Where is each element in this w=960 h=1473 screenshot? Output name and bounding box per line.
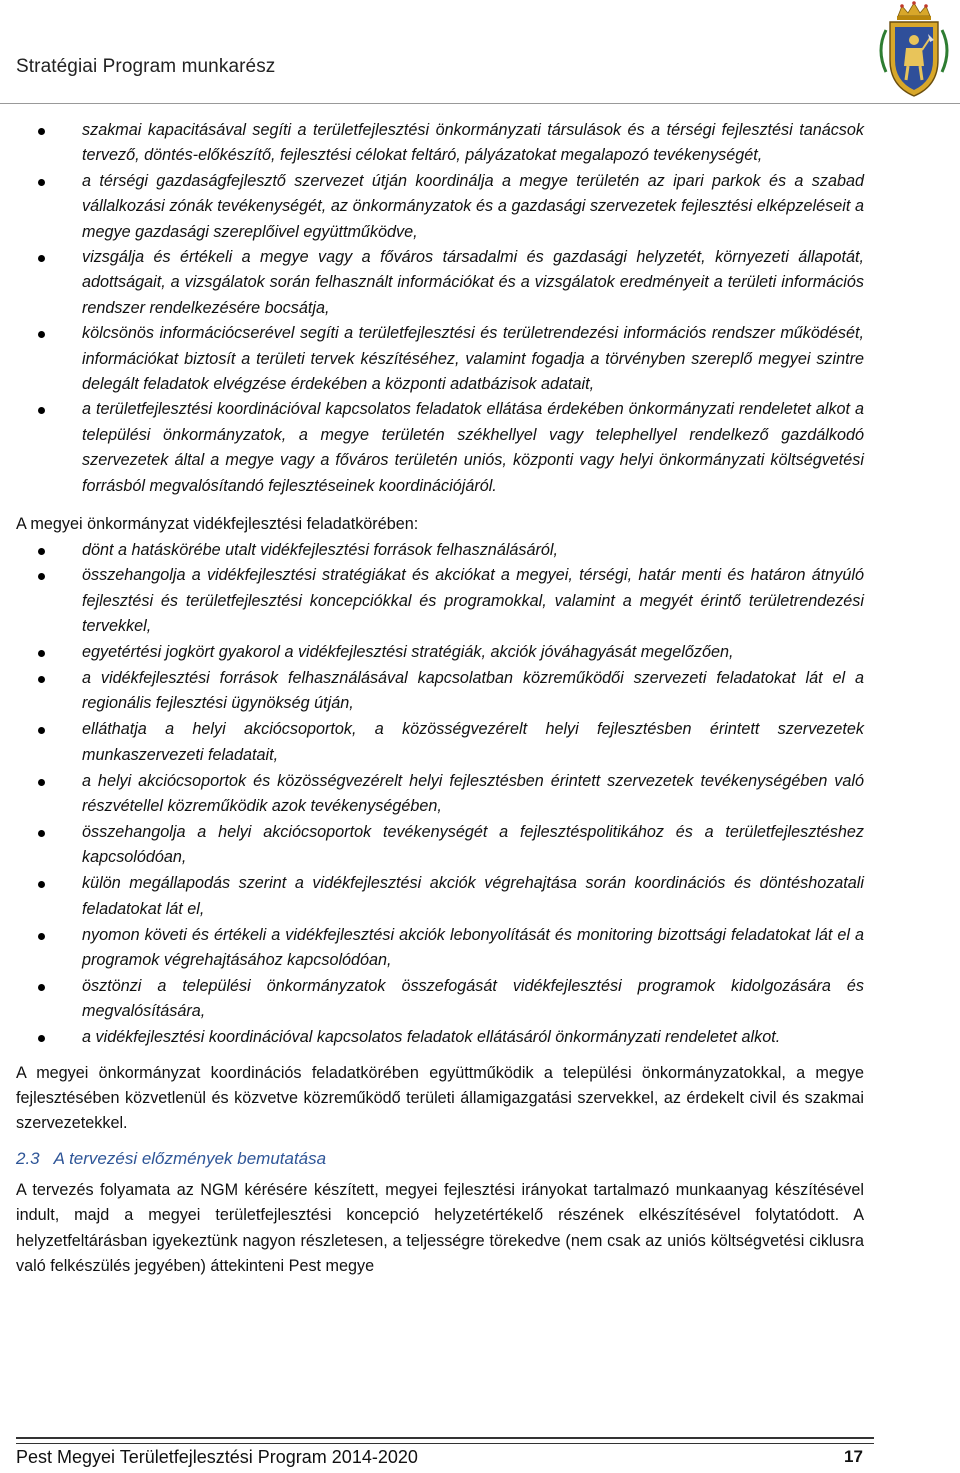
bullet-icon <box>38 548 45 555</box>
list-item: a vidékfejlesztési források felhasználásával kapcsolatban közreműködői szervezeti feladatokat lát el a regionális fejlesztési ügynökség útján, <box>16 666 864 717</box>
header-title: Stratégiai Program munkarész <box>16 56 276 77</box>
page-body <box>16 118 864 1279</box>
bullet-icon <box>38 727 45 734</box>
footer-divider <box>16 1437 874 1444</box>
list-item: dönt a hatáskörébe utalt vidékfejlesztési források felhasználásáról, <box>16 538 864 563</box>
list-item: kölcsönös információcserével segíti a területfejlesztési és területrendezési információs rendszer működését, információkat biztosít a területi tervek készítéséhez, valamint fogadja a törvényben szereplő megyei szintre delegált feladatok elvégzése érdekében a központi adatbázisok adatait, <box>16 321 864 397</box>
list-item: a térségi gazdaságfejlesztő szervezet útján koordinálja a megye területén az ipari parkok és a szabad vállalkozási zónák tevékenységét, az önkormányzatok és a gazdasági szervezetek fejlesztési elképzeléseit a megye gazdasági szereplőivel együttműködve, <box>16 169 864 245</box>
rural-intro-paragraph: A megyei önkormányzat vidékfejlesztési feladatkörében: <box>16 515 419 534</box>
page-number: 17 <box>844 1447 863 1466</box>
coordination-paragraph: A megyei önkormányzat koordinációs feladatkörében együttműködik a települési önkormányzatokkal, a megye fejlesztésében közvetlenül és közvetve közreműködő területi államigazgatási szervekkel, az érdekelt civil és szakmai szervezetekkel. <box>16 1063 864 1133</box>
list-item: a területfejlesztési koordinációval kapcsolatos feladatok ellátása érdekében önkormányzati rendeletet alkot a települési önkormányzatok, a megye területén székhellyel vagy telephellyel rendelkező gazdálkodó szervezetek által a megye vagy a főváros területén uniós, központi vagy helyi önkormányzati költségvetési forrásból megvalósítandó fejlesztéseinek koordinációjáról. <box>16 397 864 499</box>
bullet-icon <box>38 407 45 414</box>
list-item: a vidékfejlesztési koordinációval kapcsolatos feladatok ellátásáról önkormányzati rendeletet alkot. <box>16 1025 864 1050</box>
list-item: szakmai kapacitásával segíti a területfejlesztési önkormányzati társulások és a térségi fejlesztési tanácsok tervező, döntés-előkészítő, fejlesztési célokat feltáró, pályázatokat megalapozó tevékenységét, <box>16 118 864 169</box>
bullet-icon <box>38 881 45 888</box>
list-item: egyetértési jogkört gyakorol a vidékfejlesztési stratégiák, akciók jóváhagyását megelőzően, <box>16 640 864 665</box>
list-item: vizsgálja és értékeli a megye vagy a főváros társadalmi és gazdasági helyzetét, környezeti állapotát, adottságait, a vizsgálatok során felhasznált információkat és a vizsgálatok eredményeit a területi információs rendszer rendelkezésére bocsátja, <box>16 245 864 321</box>
bullet-icon <box>38 676 45 683</box>
bullet-icon <box>38 779 45 786</box>
list-item: nyomon követi és értékeli a vidékfejlesztési akciók lebonyolítását és monitoring bizottsági feladatokat lát el a programok végrehajtásához kapcsolódóan, <box>16 923 864 974</box>
footer-title: Pest Megyei Területfejlesztési Program 2014-2020 <box>16 1447 418 1467</box>
bullet-icon <box>38 179 45 186</box>
list-item: a helyi akciócsoportok és közösségvezérelt helyi fejlesztésben érintett szervezetek tevékenységében való részvétellel közreműködik azok tevékenységében, <box>16 769 864 820</box>
bullet-icon <box>38 984 45 991</box>
bullet-icon <box>38 255 45 262</box>
list-item: összehangolja a vidékfejlesztési stratégiákat és akciókat a megyei, térségi, határ menti és határon átnyúló fejlesztési és területfejlesztési koncepciókkal és programokkal, valamint a megyét érintő területrendezési tervekkel, <box>16 563 864 639</box>
section-heading <box>16 1149 864 1169</box>
county-crest-icon <box>868 0 960 100</box>
bullet-icon <box>38 650 45 657</box>
bullet-icon <box>38 933 45 940</box>
bullet-icon <box>38 573 45 580</box>
list-item: ösztönzi a települési önkormányzatok összefogását vidékfejlesztési programok kidolgozására és megvalósítására, <box>16 974 864 1025</box>
rural-duties-list <box>16 538 864 1051</box>
list-item: külön megállapodás szerint a vidékfejlesztési akciók végrehajtása során koordinációs és döntéshozatali feladatokat lát el, <box>16 871 864 922</box>
section-number: 2.3 <box>16 1148 40 1168</box>
header-divider <box>0 103 960 104</box>
bullet-icon <box>38 128 45 135</box>
bullet-icon <box>38 1035 45 1042</box>
bullet-icon <box>38 331 45 338</box>
bullet-icon <box>38 830 45 837</box>
list-item: elláthatja a helyi akciócsoportok, a közösségvezérelt helyi fejlesztésben érintett szervezetek munkaszervezeti feladatait, <box>16 717 864 768</box>
section-title: A tervezési előzmények bemutatása <box>53 1148 327 1168</box>
duties-list <box>16 118 864 499</box>
section-paragraph: A tervezés folyamata az NGM kérésére készített, megyei fejlesztési irányokat tartalmazó munkaanyag készítésével indult, majd a megyei területfejlesztési koncepció helyzetértékelő részének elkészítésével folytatódott. A helyzetfeltárásban igyekeztünk nagyon részletesen, a teljességre törekedve (nem csak az uniós költségvetési ciklusra való felkészülés jegyében) áttekinteni Pest megye <box>16 1180 864 1276</box>
list-item: összehangolja a helyi akciócsoportok tevékenységét a fejlesztéspolitikához és a területfejlesztéshez kapcsolódóan, <box>16 820 864 871</box>
